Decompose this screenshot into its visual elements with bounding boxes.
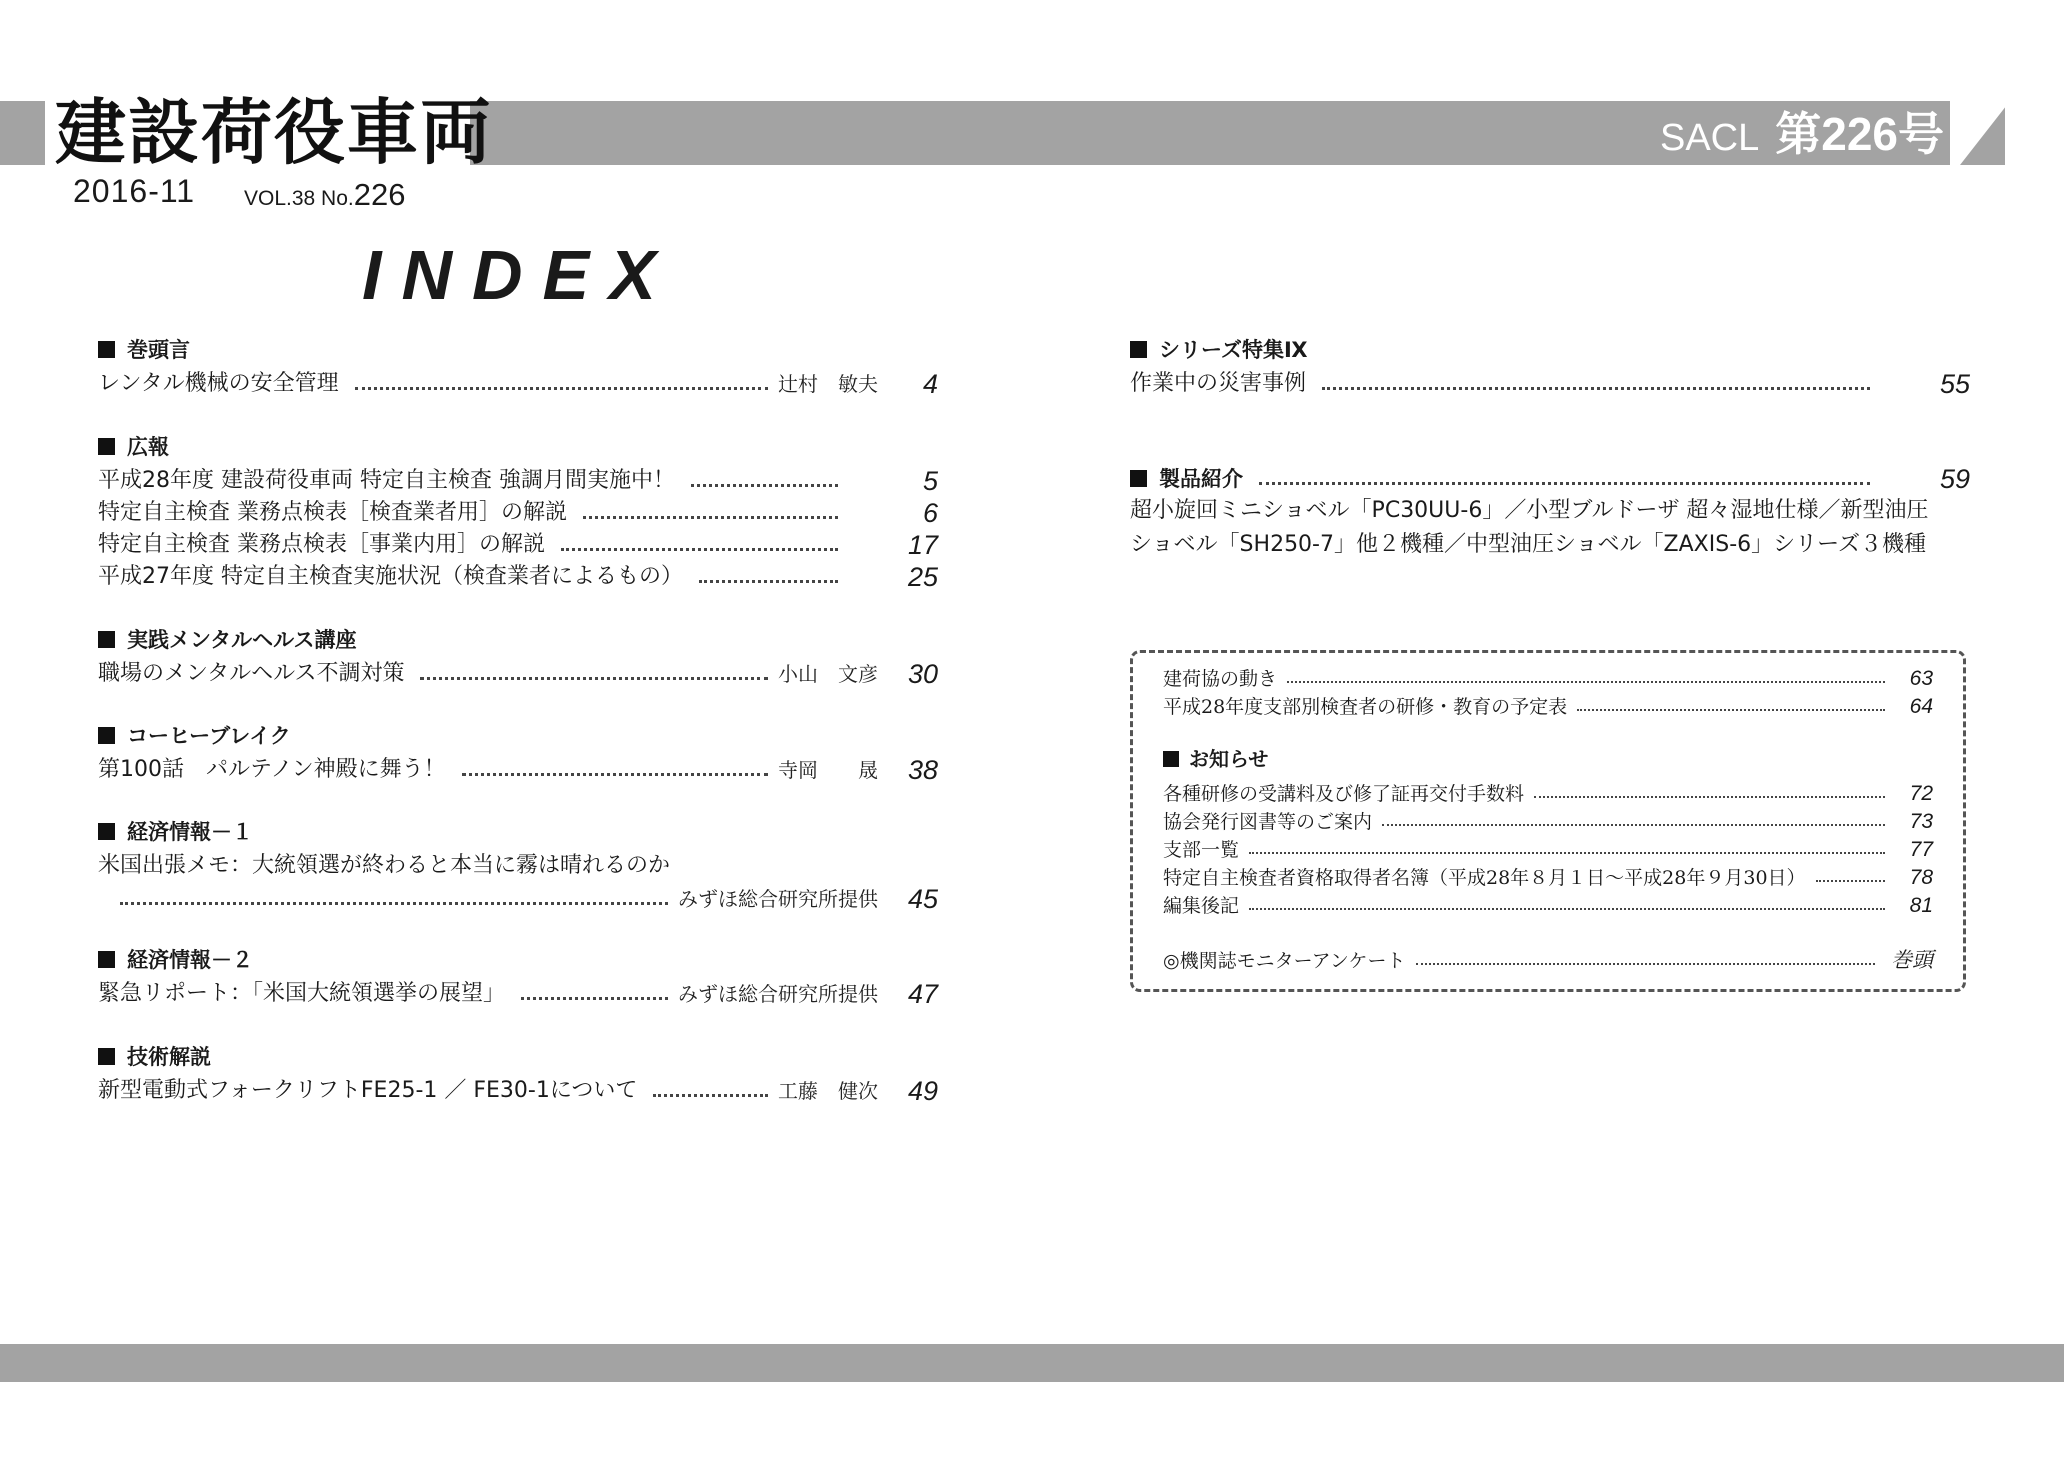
volume-number: 226 bbox=[353, 177, 406, 212]
issue-label: SACL bbox=[1659, 117, 1760, 159]
entry-page: 17 bbox=[907, 530, 938, 560]
toc-entry[interactable] bbox=[1130, 463, 1970, 495]
notice-entry[interactable] bbox=[1163, 836, 1933, 864]
section-title: シリーズ特集Ⅸ bbox=[1130, 336, 1307, 364]
index-heading: INDEX bbox=[362, 236, 676, 314]
entry-page: 25 bbox=[907, 562, 938, 592]
entry-title: 第100話 パルテノン神殿に舞う！ bbox=[98, 757, 446, 782]
square-bullet-icon bbox=[98, 727, 115, 744]
square-bullet-icon bbox=[1163, 751, 1179, 767]
entry-page: 73 bbox=[1909, 810, 1933, 833]
notice-entry[interactable] bbox=[1163, 665, 1933, 693]
toc-entry[interactable] bbox=[98, 658, 938, 690]
entry-page: 30 bbox=[907, 659, 938, 689]
section-economy-1 bbox=[98, 818, 938, 928]
entry-page: 45 bbox=[907, 884, 938, 914]
toc-entry[interactable] bbox=[98, 497, 938, 529]
leader-dots bbox=[1287, 681, 1885, 683]
entry-page: 5 bbox=[922, 466, 938, 496]
leader-dots bbox=[1416, 963, 1876, 965]
square-bullet-icon bbox=[98, 951, 115, 968]
notice-section-title: お知らせ bbox=[1163, 745, 1268, 773]
entry-title: 編集後記 bbox=[1163, 895, 1240, 917]
issue-number: 第226号 bbox=[1775, 108, 1944, 160]
toc-entry[interactable] bbox=[98, 1075, 938, 1107]
entry-title: 支部一覧 bbox=[1163, 839, 1240, 861]
section-title: 広報 bbox=[98, 433, 169, 461]
leader-dots bbox=[120, 902, 668, 905]
leader-dots bbox=[1249, 908, 1885, 910]
toc-entry[interactable] bbox=[98, 529, 938, 561]
entry-author: 工藤 健次 bbox=[778, 1079, 878, 1103]
entry-title: 特定自主検査 業務点検表［検査業者用］の解説 bbox=[98, 500, 567, 525]
toc-entry[interactable] bbox=[120, 883, 938, 915]
entry-title: 特定自主検査 業務点検表［事業内用］の解説 bbox=[98, 532, 545, 557]
entry-page: 47 bbox=[907, 979, 938, 1009]
leader-dots bbox=[653, 1094, 768, 1097]
toc-entry[interactable] bbox=[98, 978, 938, 1010]
entry-author: みずほ総合研究所提供 bbox=[678, 887, 878, 911]
entry-title: 平成28年度支部別検査者の研修・教育の予定表 bbox=[1163, 696, 1568, 718]
leader-dots bbox=[561, 548, 838, 551]
entry-title: 平成28年度 建設荷役車両 特定自主検査 強調月間実施中！ bbox=[98, 468, 675, 493]
header-bar-tail bbox=[1950, 101, 2010, 165]
entry-title: 平成27年度 特定自主検査実施状況（検査業者によるもの） bbox=[98, 564, 683, 589]
entry-author: 小山 文彦 bbox=[778, 662, 878, 686]
square-bullet-icon bbox=[1130, 341, 1147, 358]
toc-entry[interactable] bbox=[98, 754, 938, 786]
leader-dots bbox=[691, 484, 838, 487]
notice-entry[interactable] bbox=[1163, 892, 1933, 920]
square-bullet-icon bbox=[98, 341, 115, 358]
entry-page: 59 bbox=[1939, 464, 1970, 494]
section-title: 経済情報－２ bbox=[98, 946, 253, 974]
entry-title: 作業中の災害事例 bbox=[1130, 371, 1307, 396]
entry-author: みずほ総合研究所提供 bbox=[678, 982, 878, 1006]
notice-box bbox=[1130, 650, 1966, 992]
section-title: 実践メンタルヘルス講座 bbox=[98, 626, 357, 654]
leader-dots bbox=[1249, 852, 1885, 854]
entry-title: 緊急リポート：「米国大統領選挙の展望」 bbox=[98, 981, 506, 1006]
entry-page: 巻頭 bbox=[1891, 949, 1933, 972]
entry-page: 72 bbox=[1909, 782, 1933, 805]
entry-title: ◎機関誌モニターアンケート bbox=[1163, 950, 1406, 972]
entry-author: 辻村 敏夫 bbox=[778, 372, 878, 396]
section-title: 巻頭言 bbox=[98, 336, 190, 364]
entry-title: 各種研修の受講料及び修了証再交付手数料 bbox=[1163, 783, 1525, 805]
leader-dots bbox=[1534, 796, 1885, 798]
section-products bbox=[1130, 463, 1970, 573]
leader-dots bbox=[583, 516, 838, 519]
section-title: 技術解説 bbox=[98, 1043, 211, 1071]
issue-volume bbox=[244, 177, 405, 213]
journal-title: 建設荷役車両 bbox=[55, 91, 494, 174]
entry-title: 新型電動式フォークリフトFE25-1 ／ FE30-1について bbox=[98, 1078, 638, 1103]
square-bullet-icon bbox=[98, 631, 115, 648]
footer-bar bbox=[0, 1344, 2064, 1382]
entry-page: 81 bbox=[1909, 894, 1933, 917]
entry-page: 49 bbox=[907, 1076, 938, 1106]
entry-page: 63 bbox=[1909, 667, 1933, 690]
leader-dots bbox=[420, 677, 768, 680]
entry-title: 職場のメンタルヘルス不調対策 bbox=[98, 661, 405, 686]
leader-dots bbox=[521, 997, 668, 1000]
section-title: 製品紹介 bbox=[1130, 463, 1243, 495]
header-bar-left bbox=[0, 101, 45, 165]
leader-dots bbox=[355, 387, 768, 390]
volume-label: VOL.38 No. bbox=[244, 187, 354, 210]
square-bullet-icon bbox=[98, 1048, 115, 1065]
entry-page: 38 bbox=[907, 755, 938, 785]
issue-date: 2016-11 bbox=[73, 173, 196, 209]
entry-title: レンタル機械の安全管理 bbox=[98, 371, 339, 396]
notice-entry[interactable] bbox=[1163, 947, 1933, 975]
leader-dots bbox=[462, 773, 768, 776]
entry-page: 78 bbox=[1909, 866, 1933, 889]
products-line-1: 超小旋回ミニショベル「PC30UU-6」／小型ブルドーザ 超々湿地仕様／新型油圧 bbox=[1130, 498, 1929, 523]
entry-page: 4 bbox=[922, 369, 938, 399]
entry-title: 建荷協の動き bbox=[1163, 668, 1278, 690]
toc-entry[interactable] bbox=[98, 465, 938, 497]
square-bullet-icon bbox=[98, 823, 115, 840]
leader-dots bbox=[1382, 824, 1885, 826]
entry-title: 協会発行図書等のご案内 bbox=[1163, 811, 1373, 833]
leader-dots bbox=[1577, 709, 1885, 711]
leader-dots bbox=[1259, 482, 1870, 485]
entry-page: 55 bbox=[1939, 369, 1970, 399]
entry-page: 6 bbox=[922, 498, 938, 528]
leader-dots bbox=[699, 580, 838, 583]
toc-entry[interactable] bbox=[98, 368, 938, 400]
section-title: 経済情報－１ bbox=[98, 818, 253, 846]
notice-entry[interactable] bbox=[1163, 864, 1933, 892]
entry-page: 77 bbox=[1909, 838, 1933, 861]
toc-entry[interactable] bbox=[98, 561, 938, 593]
square-bullet-icon bbox=[1130, 470, 1147, 487]
notice-entry[interactable] bbox=[1163, 780, 1933, 808]
notice-entry[interactable] bbox=[1163, 693, 1933, 721]
products-line-2: ショベル「SH250-7」他２機種／中型油圧ショベル「ZAXIS-6」シリーズ３機種 bbox=[1130, 532, 1927, 557]
leader-dots bbox=[1322, 387, 1870, 390]
leader-dots bbox=[1816, 880, 1885, 882]
entry-author: 寺岡 晟 bbox=[778, 758, 878, 782]
entry-title: 特定自主検査者資格取得者名簿（平成28年８月１日～平成28年９月30日） bbox=[1163, 867, 1806, 889]
entry-page: 64 bbox=[1909, 695, 1933, 718]
section-title: コーヒーブレイク bbox=[98, 722, 291, 750]
square-bullet-icon bbox=[98, 438, 115, 455]
notice-entry[interactable] bbox=[1163, 808, 1933, 836]
issue-badge bbox=[1660, 108, 1944, 172]
entry-title[interactable]: 米国出張メモ：大統領選が終わると本当に霧は晴れるのか bbox=[98, 853, 671, 878]
toc-entry[interactable] bbox=[1130, 368, 1970, 400]
